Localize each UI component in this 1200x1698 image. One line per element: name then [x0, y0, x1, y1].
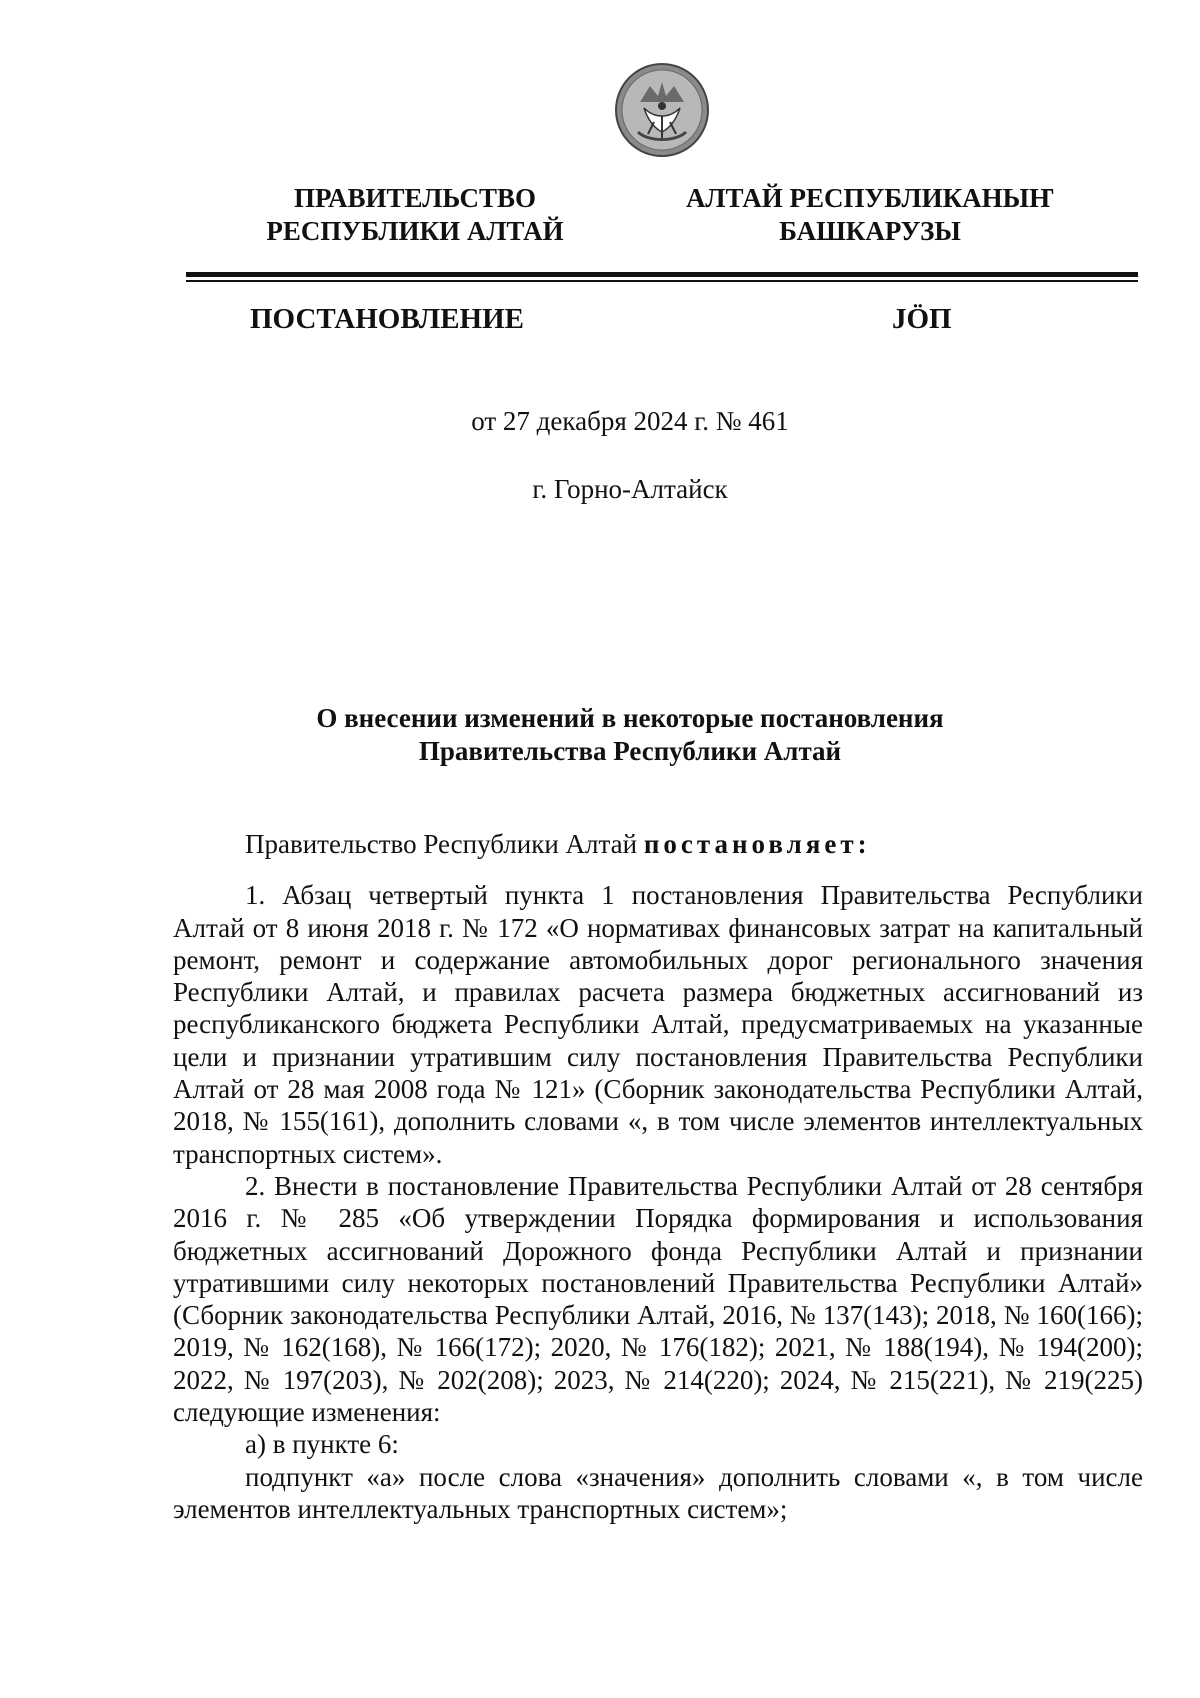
date-number-line: от 27 декабря 2024 г. № 461 [471, 406, 789, 436]
document-body [173, 828, 1143, 1525]
paragraph-2a-sub: подпункт «а» после слова «значения» дополнить словами «, в том числе элементов интеллектуальных транспортных систем»; [173, 1461, 1143, 1524]
paragraph-2a: а) в пункте 6: [245, 1429, 399, 1460]
header-left-line1: ПРАВИТЕЛЬСТВО [293, 183, 537, 213]
document-title [0, 702, 1200, 768]
title-line2: Правительства Республики Алтай [418, 736, 842, 766]
city-line: г. Горно-Алтайск [532, 474, 728, 504]
header-divider-thin [186, 280, 1138, 282]
header-right-line2: БАШКАРУЗЫ [779, 216, 961, 246]
coat-of-arms-emblem [614, 62, 710, 158]
preamble-keyword: постановляет: [643, 829, 871, 859]
header-right-line1: АЛТАЙ РЕСПУБЛИКАНЫҤ [685, 183, 1055, 213]
header-left [205, 182, 625, 248]
header-left-line2: РЕСПУБЛИКИ АЛТАЙ [266, 216, 564, 246]
paragraph-1: 1. Абзац четвертый пункта 1 постановления Правительства Республики Алтай от 8 июня 2018 г. № 172 «О нормативах финансовых затрат на капитальный ремонт, ремонт и содержание автомобильных дорог регионального значения Республики Алтай, и правилах расчета размера бюджетных ассигнований из республиканского бюджета Республики Алтай, предусматриваемых на указанные цели и признании утратившим силу постановления Правительства Республики Алтай от 28 мая 2008 года № 121» (Сборник законодательства Республики Алтай, 2018, № 155(161), дополнить словами «, в том числе элементов интеллектуальных транспортных систем». [173, 880, 1143, 1169]
title-line1: О внесении изменений в некоторые постановления [316, 703, 944, 733]
doc-type-russian: ПОСТАНОВЛЕНИЕ [250, 303, 525, 335]
header-right [660, 182, 1080, 248]
preamble-text: Правительство Республики Алтай [245, 829, 644, 859]
doc-type-altai: JÖП [892, 303, 952, 335]
header-divider-thick [186, 272, 1138, 277]
preamble [173, 828, 1143, 860]
paragraph-2: 2. Внести в постановление Правительства Республики Алтай от 28 сентября 2016 г. № 285 «Об утверждении Порядка формирования и использования бюджетных ассигнований Дорожного фонда Республики Алтай и признании утратившими силу некоторых постановлений Правительства Республики Алтай» (Сборник законодательства Республики Алтай, 2016, № 137(143); 2018, № 160(166); 2019, № 162(168), № 166(172); 2020, № 176(182); 2021, № 188(194), № 194(200); 2022, № 197(203), № 202(208); 2023, № 214(220); 2024, № 215(221), № 219(225) следующие изменения: [173, 1170, 1143, 1428]
